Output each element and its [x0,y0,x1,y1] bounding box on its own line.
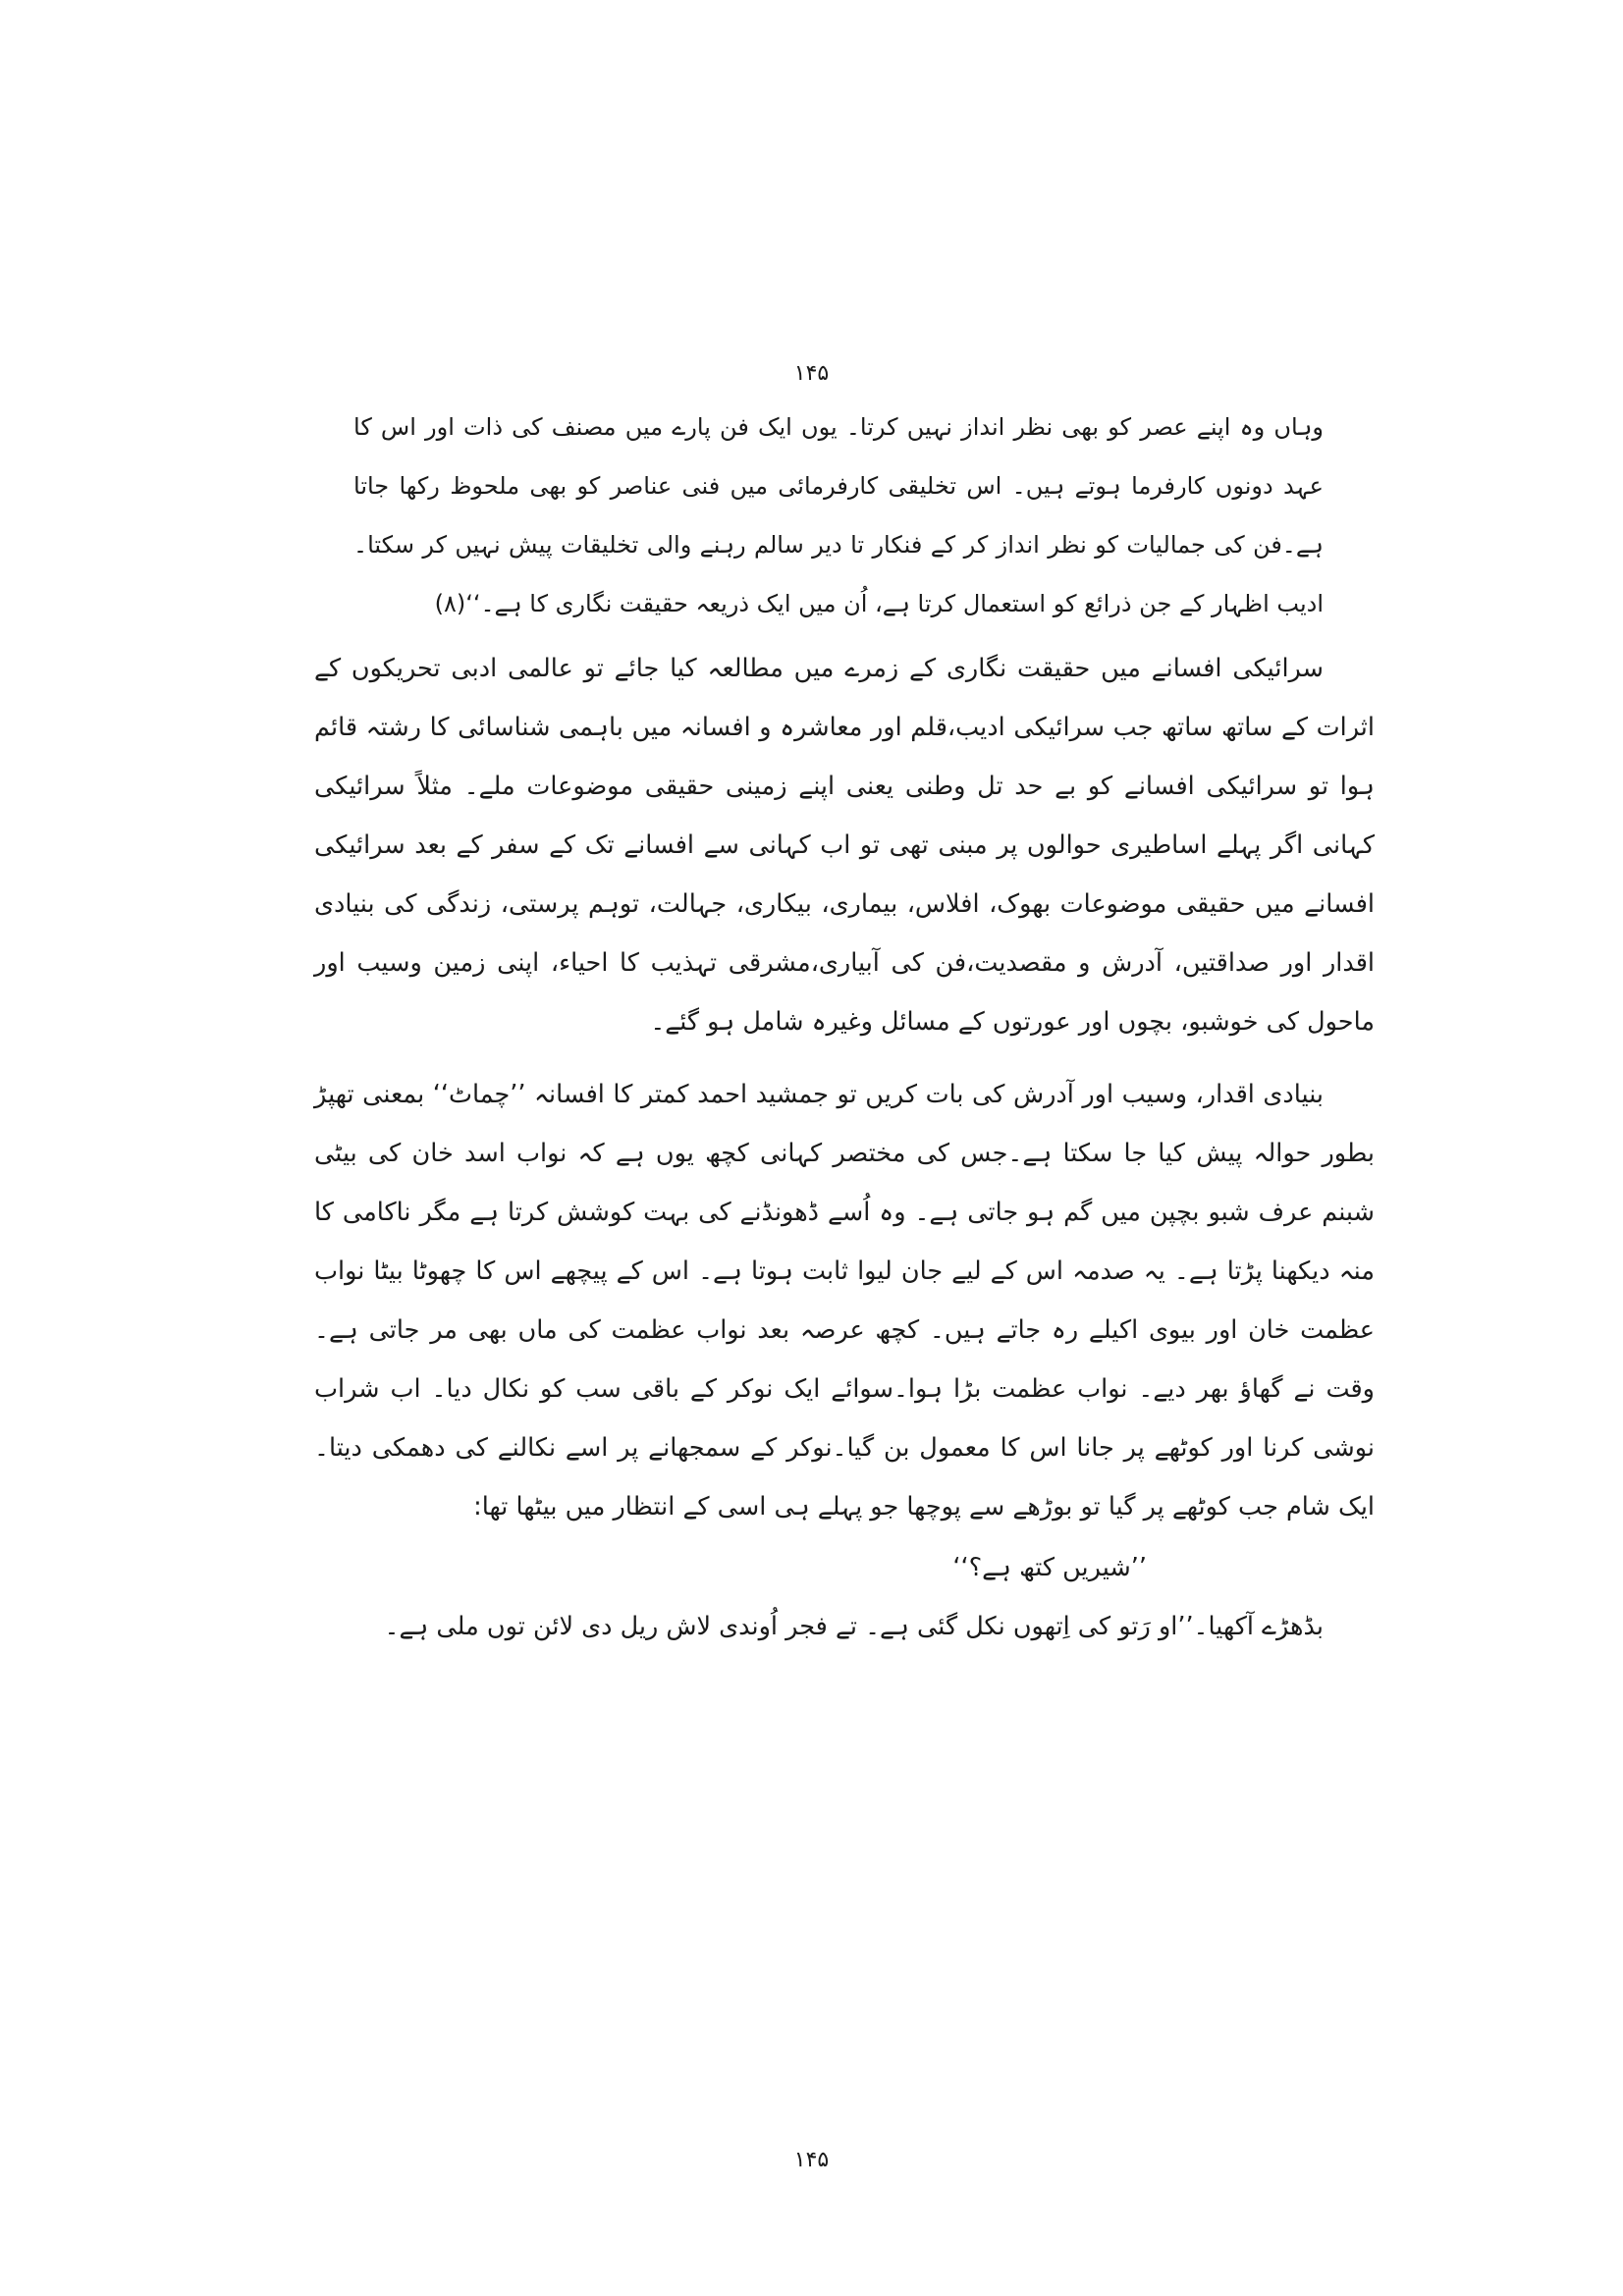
block-quote: وہاں وہ اپنے عصر کو بھی نظر انداز نہیں کرتا۔ یوں ایک فن پارے میں مصنف کی ذات اور اس کا عہد دونوں کارفرما ہوتے ہیں۔ اس تخلیقی کارفرمائی میں فنی عناصر کو بھی ملحوظ رکھا جاتا ہے۔فن کی جمالیات کو نظر انداز کر کے فنکار تا دیر سالم رہنے والی تخلیقات پیش نہیں کر سکتا۔ ادیب اظہار کے جن ذرائع کو استعمال کرتا ہے، اُن میں ایک ذریعہ حقیقت نگاری کا ہے۔‘‘(۸) [353,413,1324,617]
paragraph-2: بنیادی اقدار، وسیب اور آدرش کی بات کریں تو جمشید احمد کمتر کا افسانہ ’’چماٹ‘‘ بمعنی تھپڑ بطور حوالہ پیش کیا جا سکتا ہے۔جس کی مختصر کہانی کچھ یوں ہے کہ نواب اسد خان کی بیٹی شبنم عرف شبو بچپن میں گم ہو جاتی ہے۔ وہ اُسے ڈھونڈنے کی بہت کوشش کرتا ہے مگر ناکامی کا منہ دیکھنا پڑتا ہے۔ یہ صدمہ اس کے لیے جان لیوا ثابت ہوتا ہے۔ اس کے پیچھے اس کا چھوٹا بیٹا نواب عظمت خان اور بیوی اکیلے رہ جاتے ہیں۔ کچھ عرصہ بعد نواب عظمت کی ماں بھی مر جاتی ہے۔ وقت نے گھاؤ بھر دیے۔ نواب عظمت بڑا ہوا۔سوائے ایک نوکر کے باقی سب کو نکال دیا۔ اب شراب نوشی کرنا اور کوٹھے پر جانا اس کا معمول بن گیا۔نوکر کے سمجھانے پر اسے نکالنے کی دھمکی دیتا۔ ایک شام جب کوٹھے پر گیا تو بوڑھے سے پوچھا جو پہلے ہی اسی کے انتظار میں بیٹھا تھا: [314,1080,1375,1522]
paragraph-1: سرائیکی افسانے میں حقیقت نگاری کے زمرے میں مطالعہ کیا جائے تو عالمی ادبی تحریکوں کے اثرات کے ساتھ ساتھ جب سرائیکی ادیب،قلم اور معاشرہ و افسانہ میں باہمی شناسائی کا رشتہ قائم ہوا تو سرائیکی افسانے کو بے حد تل وطنی یعنی اپنے زمینی حقیقی موضوعات ملے۔ مثلاً سرائیکی کہانی اگر پہلے اساطیری حوالوں پر مبنی تھی تو اب کہانی سے افسانے تک کے سفر کے بعد سرائیکی افسانے میں حقیقی موضوعات بھوک، افلاس، بیماری، بیکاری، جہالت، توہم پرستی، زندگی کی بنیادی اقدار اور صداقتیں، آدرش و مقصدیت،فن کی آبیاری،مشرقی تہذیب کا احیاء، اپنی زمین وسیب اور ماحول کی خوشبو، بچوں اور عورتوں کے مسائل وغیرہ شامل ہو گئے۔ [314,654,1375,1037]
dialogue-line-1: ’’شیریں کتھ ہے؟‘‘ [952,1553,1147,1582]
body-text [314,398,1375,1656]
page-number-top: ۱۴۵ [793,361,830,386]
page-number-bottom: ۱۴۵ [793,2148,830,2172]
dialogue-line-2: بڈھڑے آکھیا۔’’او رَتو کی اِتھوں نکل گئی ہے۔ تے فجر اُوندی لاش ریل دی لائن توں ملی ہے۔ [384,1612,1324,1641]
